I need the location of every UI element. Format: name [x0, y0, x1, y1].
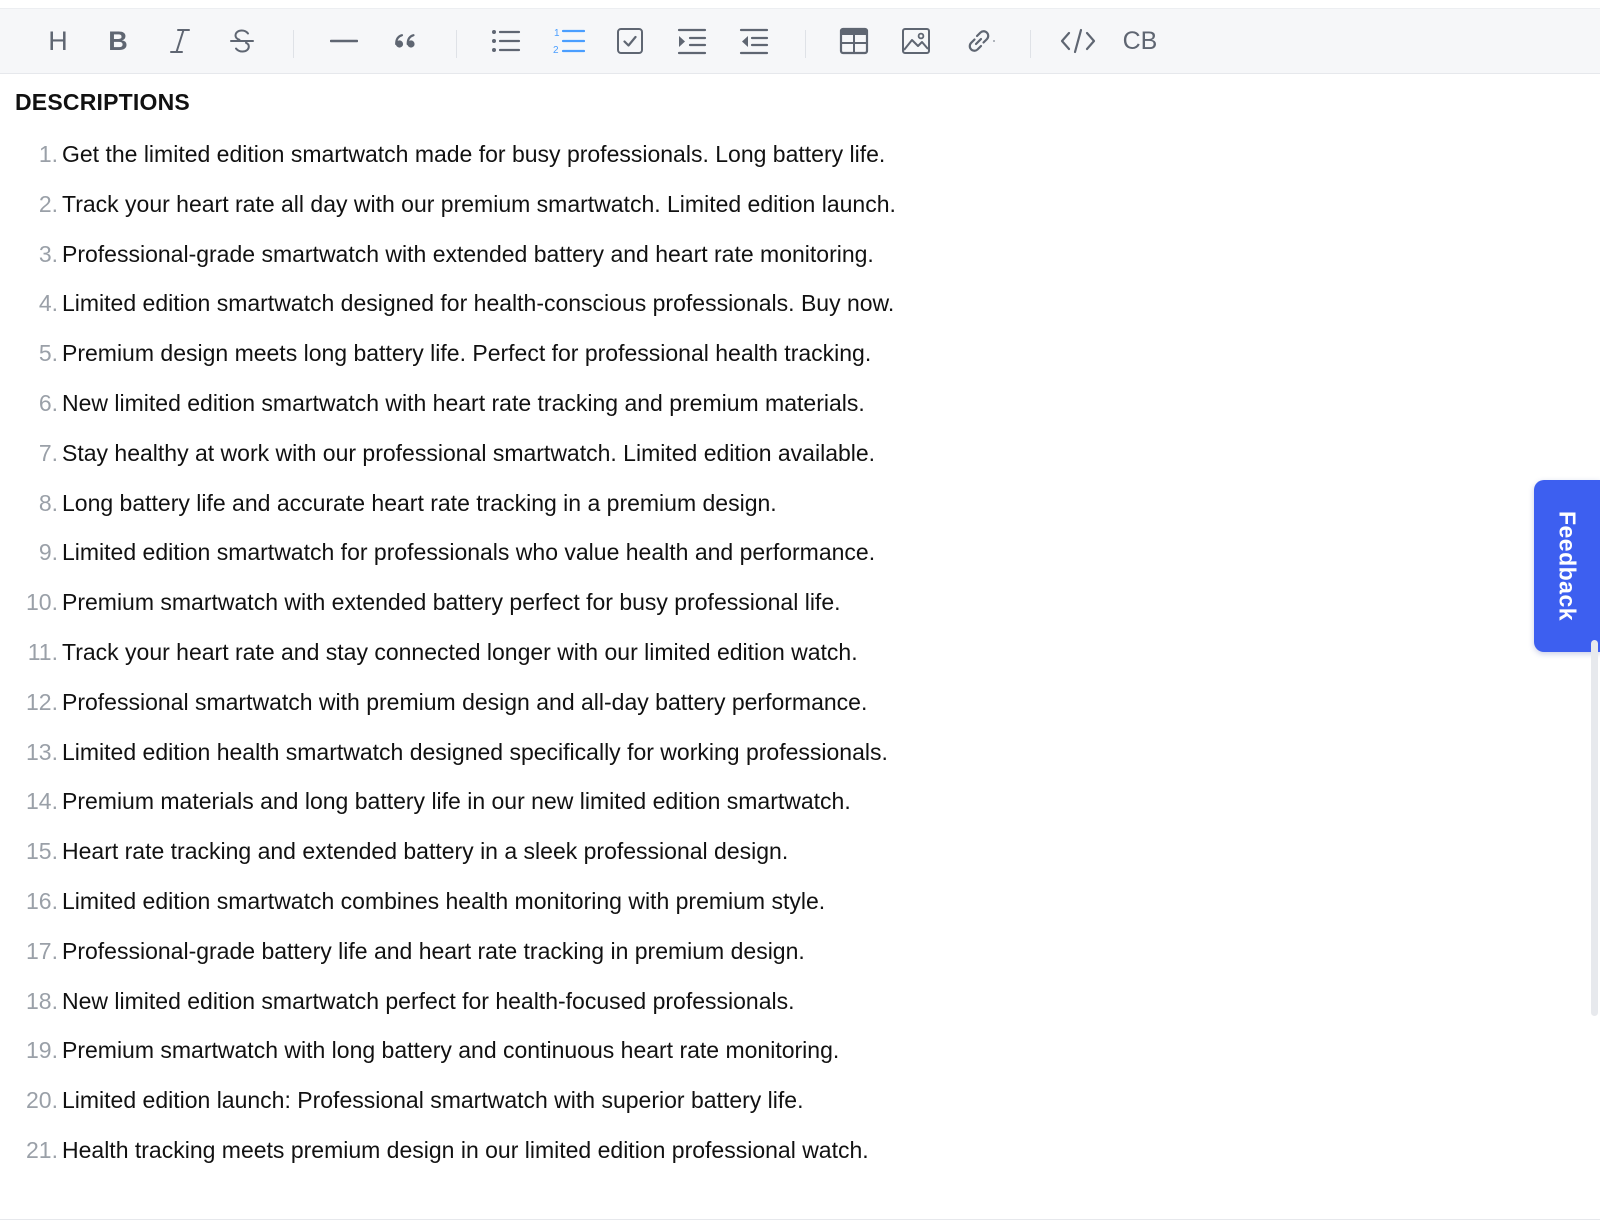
quote-icon: [393, 28, 419, 54]
list-item-number: 9.: [38, 539, 58, 566]
list-item-number: 21.: [26, 1136, 58, 1163]
list-item-number: 12.: [26, 688, 58, 715]
table-icon: [839, 27, 869, 55]
list-item-number: 8.: [38, 489, 58, 516]
list-item-text[interactable]: Limited edition smartwatch for professionals who value health and performance.: [62, 539, 876, 566]
editor-toolbar: [0, 8, 1600, 74]
indent-button[interactable]: [674, 23, 710, 59]
list-item-text[interactable]: Premium smartwatch with long battery and continuous heart rate monitoring.: [62, 1037, 840, 1064]
list-item-number: 14.: [26, 788, 58, 815]
list-item-number: 4.: [38, 290, 58, 317]
list-item-text[interactable]: Premium smartwatch with extended battery perfect for busy professional life.: [62, 589, 841, 616]
list-item-number: 2.: [38, 190, 58, 217]
list-item-number: 5.: [38, 340, 58, 367]
list-item-text[interactable]: Limited edition launch: Professional smartwatch with superior battery life.: [62, 1087, 804, 1114]
code-block-button[interactable]: [1120, 23, 1160, 59]
horizontal-rule-icon: [330, 27, 358, 55]
list-item-number: 13.: [26, 738, 58, 765]
list-item-number: 15.: [26, 838, 58, 865]
list-item-text[interactable]: Long battery life and accurate heart rate tracking in a premium design.: [62, 489, 777, 516]
list-item-text[interactable]: Track your heart rate and stay connected longer with our limited edition watch.: [62, 638, 858, 665]
list-item-text[interactable]: Professional smartwatch with premium design and all-day battery performance.: [62, 688, 868, 715]
code-block-icon: CB: [1122, 27, 1158, 55]
list-item-text[interactable]: Track your heart rate all day with our premium smartwatch. Limited edition launch.: [62, 190, 896, 217]
horizontal-rule-button[interactable]: [326, 23, 362, 59]
list-item-number: 1.: [38, 141, 58, 167]
scrollbar[interactable]: [1591, 640, 1598, 1016]
toolbar-divider: [1030, 30, 1031, 58]
list-item-text[interactable]: Get the limited edition smartwatch made for busy professionals. Long battery life.: [62, 141, 886, 167]
heading-button[interactable]: [40, 23, 76, 59]
code-icon: [1060, 27, 1096, 55]
list-item-number: 10.: [26, 589, 58, 616]
list-item-number: 6.: [38, 389, 58, 416]
list-item-number: 17.: [26, 937, 58, 964]
link-button[interactable]: [961, 23, 997, 59]
strikethrough-button[interactable]: [224, 23, 260, 59]
italic-button[interactable]: [162, 23, 198, 59]
feedback-tab[interactable]: [1534, 480, 1600, 652]
ordered-list-icon: [553, 26, 585, 56]
list-item-text[interactable]: Limited edition smartwatch combines health monitoring with premium style.: [62, 887, 826, 914]
toolbar-divider: [293, 30, 294, 58]
code-button[interactable]: [1060, 23, 1096, 59]
bullet-list-button[interactable]: [488, 23, 524, 59]
list-item-number: 19.: [26, 1037, 58, 1064]
strikethrough-icon: [228, 27, 256, 55]
list-item-text[interactable]: Heart rate tracking and extended battery in a sleek professional design.: [62, 838, 789, 865]
svg-text:2: 2: [553, 45, 559, 56]
outdent-icon: [739, 27, 769, 55]
image-icon: [901, 27, 931, 55]
list-item-number: 20.: [26, 1087, 58, 1114]
svg-text:1: 1: [554, 28, 560, 39]
image-button[interactable]: [898, 23, 934, 59]
list-item-text[interactable]: Premium design meets long battery life. Perfect for professional health tracking.: [62, 340, 872, 367]
list-item-text[interactable]: Stay healthy at work with our professional smartwatch. Limited edition available.: [62, 439, 876, 466]
indent-icon: [677, 27, 707, 55]
checkbox-icon: [616, 27, 644, 55]
list-item-text[interactable]: Health tracking meets premium design in our limited edition professional watch.: [62, 1136, 869, 1163]
italic-icon: [168, 27, 192, 55]
list-item-number: 11.: [27, 638, 58, 665]
feedback-label: Feedback: [1554, 510, 1581, 622]
ordered-list-button[interactable]: [551, 23, 587, 59]
list-item-text[interactable]: Professional-grade battery life and heart rate tracking in premium design.: [62, 937, 805, 964]
section-heading: DESCRIPTIONS: [15, 89, 190, 115]
quote-button[interactable]: [388, 23, 424, 59]
heading-icon: H: [48, 26, 68, 56]
list-item-number: 18.: [26, 987, 58, 1014]
table-button[interactable]: [836, 23, 872, 59]
list-item-text[interactable]: New limited edition smartwatch with heart rate tracking and premium materials.: [62, 389, 865, 416]
toolbar-divider: [805, 30, 806, 58]
list-item-text[interactable]: Limited edition smartwatch designed for health-conscious professionals. Buy now.: [62, 290, 895, 317]
list-item-text[interactable]: Limited edition health smartwatch designed specifically for working professionals.: [62, 738, 888, 765]
list-item-number: 16.: [26, 887, 58, 914]
task-list-button[interactable]: [612, 23, 648, 59]
bold-button[interactable]: [100, 23, 136, 59]
editor-bottom-border: [0, 1219, 1600, 1220]
list-item-number: 3.: [38, 240, 58, 267]
toolbar-divider: [456, 30, 457, 58]
list-item-text[interactable]: Premium materials and long battery life in our new limited edition smartwatch.: [62, 788, 851, 815]
list-item-text[interactable]: Professional-grade smartwatch with extended battery and heart rate monitoring.: [62, 240, 874, 267]
bullet-list-icon: [491, 27, 521, 55]
list-item-text[interactable]: New limited edition smartwatch perfect for health-focused professionals.: [62, 987, 795, 1014]
bold-icon: B: [108, 26, 128, 56]
list-item-number: 7.: [38, 439, 58, 466]
link-icon: [962, 26, 996, 56]
outdent-button[interactable]: [736, 23, 772, 59]
